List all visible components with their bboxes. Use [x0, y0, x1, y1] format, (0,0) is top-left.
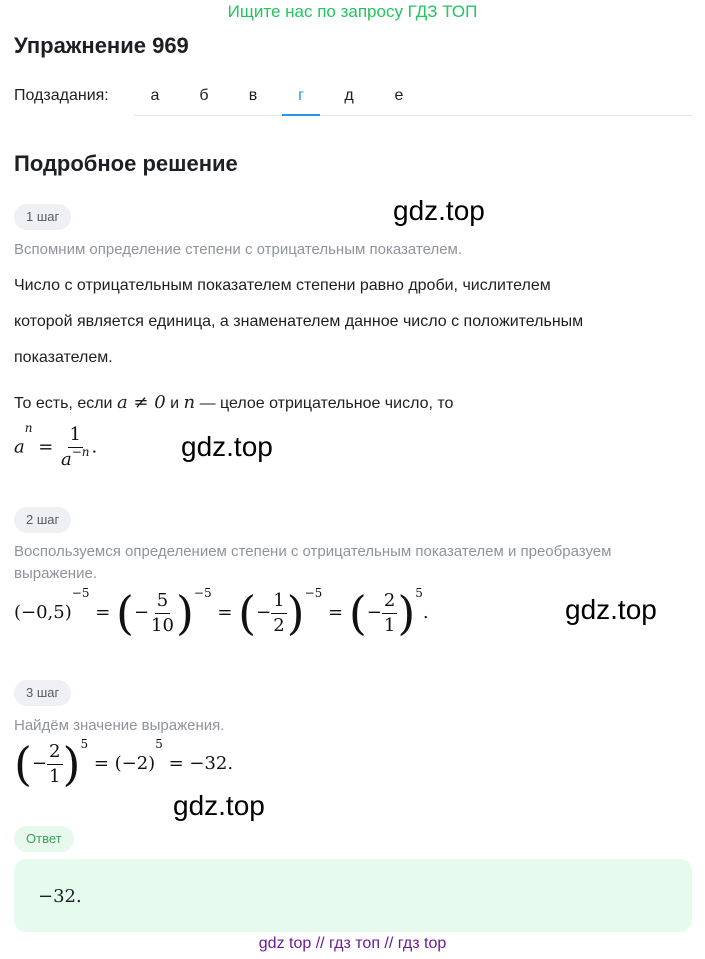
answer-value: −32.: [38, 886, 82, 907]
watermark: gdz.top: [173, 790, 265, 821]
step-1-line: которой является единица, а знаменателем данное число с положительным: [14, 313, 584, 330]
step-1-hint: Вспомним определение степени с отрицательным показателем.: [14, 241, 463, 258]
condition-prefix: То есть, если: [14, 395, 113, 412]
condition-and: и: [170, 395, 180, 412]
watermark: gdz.top: [565, 594, 657, 625]
solution-heading: Подробное решение: [14, 151, 238, 176]
step-1-badge: 1 шаг: [14, 204, 71, 230]
step-1-condition: [14, 385, 684, 422]
answer-box: [14, 859, 692, 932]
tab-b[interactable]: б: [199, 87, 209, 104]
formula-definition: $a^n$ = $\frac{1}{a^{-n}}$ .: [14, 421, 98, 470]
step-2-badge: 2 шаг: [14, 507, 71, 533]
tab-a[interactable]: а: [150, 87, 160, 104]
subtasks-bar: [14, 84, 692, 116]
formula-transform: $(-0,5)^{-5}$ = (− $\frac{5}{10}$ )$^{-5}$ = (− $\frac{1}{2}$ )$^{-5}$ = (− $\frac{2}{1}$ )$^5$.: [14, 586, 429, 640]
tab-g[interactable]: г: [282, 87, 320, 116]
subtask-tabs: [134, 84, 692, 116]
search-promo-banner: Ищите нас по запросу ГДЗ ТОП: [227, 2, 478, 21]
page-title: Упражнение 969: [14, 33, 189, 58]
tab-e[interactable]: е: [394, 87, 404, 104]
watermark: gdz.top: [393, 195, 485, 226]
answer-badge: Ответ: [14, 826, 74, 852]
formula-result: (− $\frac{2}{1}$ )$^5 = (-2)^5 = -32$.: [14, 737, 234, 791]
step-2-hint: Воспользуемся определением степени с отрицательным показателем и преобразуем выражение.: [14, 543, 612, 582]
step-1-text: [14, 268, 684, 376]
condition-suffix: — целое отрицательное число, то: [199, 395, 454, 412]
tab-v[interactable]: в: [248, 87, 258, 104]
subtasks-label: Подзадания:: [14, 87, 109, 104]
footer-links: gdz top // гдз топ // гдз top: [258, 935, 447, 952]
condition-math-n: n: [183, 392, 196, 413]
condition-math-a: a ≠ 0: [116, 392, 166, 413]
step-3-hint: Найдём значение выражения.: [14, 717, 225, 734]
step-1-line: показателем.: [14, 349, 113, 366]
step-1-line: Число с отрицательным показателем степени равно дроби, числителем: [14, 277, 551, 294]
tab-d[interactable]: д: [344, 87, 354, 104]
step-3-badge: 3 шаг: [14, 680, 71, 706]
watermark: gdz.top: [181, 431, 273, 462]
